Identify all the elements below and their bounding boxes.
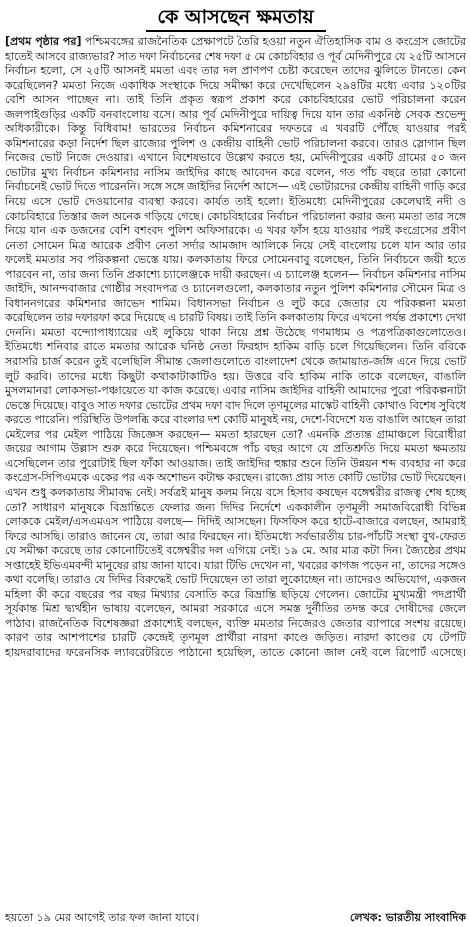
article-headline: কে আসছেন ক্ষমতায় [146, 4, 326, 32]
author-byline: লেখক: ভারতীয় সাংবাদিক [349, 911, 466, 924]
article-text: পশ্চিমবঙ্গের রাজনৈতিক প্রেক্ষাপটে তৈরি হওয়া নতুন ঐতিহাসিক বাম ও কংগ্রেস জোটের হাতেই আসবে রাজ্যভার? সাত দফা নির্বাচনের শেষ দফা ৫ মে কোচবিহার ও পূর্ব মেদিনীপুরে যে ২৫টি আসনে নির্বাচন হলো, সে ২৫টি আসনই মমতা এবং তার দল প্রাণপণ চেষ্টা করেছেন তাদের ঝুলিতে টানতে। কেন করেছিলেন? মমতা নিজে একাধিক সংস্থাকে দিয়ে সমীক্ষা করে দেখেছিলেন ২৯৪টির মধ্যে এবার ১২০টির বেশি আসন পাচ্ছেন না। তাই তিনি প্রকৃত স্বরূপ প্রকাশ করে কোচবিহারের ভোট পরিচালনা করেন জলপাইগুড়ির একটি বনবাংলোয় বসে। আর পূর্ব মেদিনীপুরে দায়িত্ব দিয়ে যান তার একনিষ্ঠ সেবক শুভেন্দু অধিকারীকে। কিন্তু বিধিবাম! ভারতের নির্বাচন কমিশনারের দফতরে এ খবরটি পৌঁছে যাওয়ার পরই কমিশনারের কড়া নির্দেশ ছিল রাজ্যের পুলিশ ও কেন্দ্রীয় বাহিনী ভোট পরিচালনা করবে। তারও স্লোগান ছিল নিজের ভোট নিজে দেওয়ার। এখানে বিশেষভাবে উল্লেখ করতে হয়, মেদিনীপুরের একটি গ্রামের ৫০ জন ভোটার মুখ্য নির্বাচন কমিশনার নাসিম জাইদির কাছে আবেদন করে বলেন, গত পাঁচ বছরে তারা কোনো নির্বাচনেই ভোট দিতে পারেননি। সঙ্গে সঙ্গে জাইদির নির্দেশ আসে— এই ভোটারদের কেন্দ্রীয় বাহিনী গাড়ি করে নিয়ে এসে ভোট দেওয়ানোর ব্যবস্থা করবে। কার্যত তাই হলো। ইতিমধ্যে মেদিনীপুরের কেলেঘাই নদী ও কোচবিহারে তিস্তার জল অনেক গড়িয়ে গেছে। কোচবিহারের নির্বাচন পরিচালনা করার জন্য মমতা তার সঙ্গে নিয়ে যান এক ডজনের বেশি বশংবদ পুলিশ অফিসারকে। এ খবর ফাঁস হয়ে যাওয়ার পরই কংগ্রেসের প্রবীণ নেতা সোমেন মিত্র আরেক প্রবীণ নেতা সর্দার আমজাদ আলিকে নিয়ে সেই বাংলোয় চলে যান আর তার ফলেই মমতার সব পরিকল্পনা ভেস্তে যায়। কলকাতায় ফিরে সোমেনবাবু বলেছেন, তিনি নির্বাচনে জয়ী হতে পারবেন না, তার জন্য তিনি প্রকাশ্যে চ্যালেঞ্জকে দায়ী করছেন। এ চ্যালেঞ্জ হলেন— নির্বাচন কমিশনার নাসিম জাইদি, আনন্দবাজার গোষ্ঠীর সংবাদপত্র ও চ্যানেলগুলো, কলকাতার নতুন পুলিশ কমিশনার সৌমেন মিত্র ও বিধাননগরের কমিশনার জাভেদ শামিম। বিধানসভা নির্বাচন ও লুট করে জেতার যে পরিকল্পনা মমতা করেছিলেন তার দফারফা করে দিয়েছে এ চারটি বিষয়। তাই তিনি কলকাতায় ফিরে এখনো পর্যন্ত প্রকাশ্যে দেখা দেননি। মমতা বন্দ্যোপাধ্যায়ের এই লুকিয়ে থাকা নিয়ে প্রশ্ন উঠেছে গণমাধ্যম ও পত্রপত্রিকাগুলোতেও। ইতিমধ্যে শনিবার রাতে মমতার আরেক ঘনিষ্ঠ নেতা ফিরহাদ হাকিম বাড়ি চলে গিয়েছিলেন। তিনি ববিকে সরাসরি চার্জ করেন তুই বলেছিলি সীমান্ত জেলাগুলোতে বাংলাদেশ থেকে জামায়াত-জঙ্গি এনে দিয়ে ভোট লুট করবি। তাদের মধ্যে কিছুটা কথাকাটাকাটিও হয়। উত্তরে ববি হাকিম নাকি তাকে বলেছেন, বাঙালি মুসলমানরা লোকসভা-পঞ্চায়েতে যা কাজ করেছে। এবার নাসিম জাইদির বাহিনী আমাদের পুরো পরিকল্পনাটা ভেস্তে দিয়েছে। বাবুও সাত দফার ভোটের প্রথম দফা বাদ দিলে তৃণমূলের মাস্কেট বাহিনী কোথাও বিশেষ সুবিধে করতে পারেনি। পরিস্থিতি উপলব্ধি করে বাংলার দশ কোটি মানুষই নয়, দেশে-বিদেশে যত বাঙালি আছেন তারা মেইলের পর মেইল পাঠিয়ে জিজ্ঞেস করছেন— মমতা হারছেন তো? এমনকি প্রত্যন্ত গ্রামাঞ্চলে বিরোধীরা জয়ের আগাম উল্লাস শুরু করে দিয়েছেন। পশ্চিমবঙ্গে পাঁচ বছর আগে যে প্রতিশ্রুতি দিয়ে মমতা ক্ষমতায় এসেছিলেন তার পুরোটাই ছিল ফাঁকা আওয়াজ। তাই জাইদির হুঙ্কার শুনে তিনি উন্নয়ন শব্দ ব্যবহার না করে কংগ্রেস-সিপিএমকে একের পর এক অশোভন কটাক্ষ করছেন। রাজ্যে প্রায় সাত কোটি ভোটার ভোট দিয়েছেন। এখন শুধু কলকাতায় সীমাবদ্ধ নেই। সর্বত্রই মানুষ কলম নিয়ে বসে হিসাব কষছেন বঙ্গেশ্বরীর রাজত্ব শেষ হচ্ছে তো? সাধারণ মানুষকে বিভ্রান্তিতে ফেলার জন্য দিদির নির্দেশে এককালীন তৃণমূলী সমাজবিরোধী বিভিন্ন লোককে মেইল/এসএমএস পাঠিয়ে বলছে— দিদিই আসছেন। ফিসফিস করে হাটে-বাজারে বলছেন, আমরাই ফিরে আসছি। তারাও জানেন যে, তারা আর ফিরছেন না। ইতিমধ্যে সর্বভারতীয় চার-পাঁচটি সংস্থা বুথ-ফেরত যে সমীক্ষা করেছে তার কোনোটিতেই বঙ্গেশ্বরীর দল এগিয়ে নেই। ১৯ মে. আর মাত্র কটা দিন। জ্যৈষ্ঠের প্রথম সপ্তাহেই ইভিএমবন্দী মানুষের রায় জানা যাবে। যারা টিভি দেখেন না, খবরের কাগজ পড়েন না, তাদের সঙ্গেও কথা বলেছি। তারাও যে দিদির বিরুদ্ধেই ভোট দিয়েছেন তা তারা লুকোচ্ছেন না। তাদেরও অভিযোগ, একজন মহিলা কী করে বছরের পর বছর মিথ্যার বেসাতি করে বিভ্রান্তি ছড়িয়ে গেলেন। জোটের মুখ্যমন্ত্রী পদপ্রার্থী সূর্যকান্ত মিশ্র দ্ব্যর্থহীন ভাষায় বলেছেন, আমরা সরকারে এসে সমস্ত দুর্নীতির তদন্ত করে দোষীদের জেলে পাঠাব। রাজনৈতিক বিশেষজ্ঞরা প্রকাশ্যেই বলছেন, ব্যক্তি মমতার নিজেরও জেতার ব্যাপারে সংশয় রয়েছে। কারণ তার আশপাশের চারটি কেন্দ্রেই তৃণমূল প্রার্থীরা নারদা কাণ্ডে জড়িত। নারদা কাণ্ডের যে টেপটি হায়দরাবাদের ফরেনসিক ল্যাবরেটরিতে পাঠানো হয়েছিল, তাতে কোনো জাল নেই বলে রিপোর্ট এসেছে। [5, 35, 467, 659]
continuation-kicker: [প্রথম পৃষ্ঠার পর] [5, 35, 82, 48]
article-body [5, 35, 466, 661]
article-footer [5, 910, 466, 927]
continuation-line: হয়তো ১৯ মের আগেই তার ফল জানা যাবে। [5, 911, 200, 924]
